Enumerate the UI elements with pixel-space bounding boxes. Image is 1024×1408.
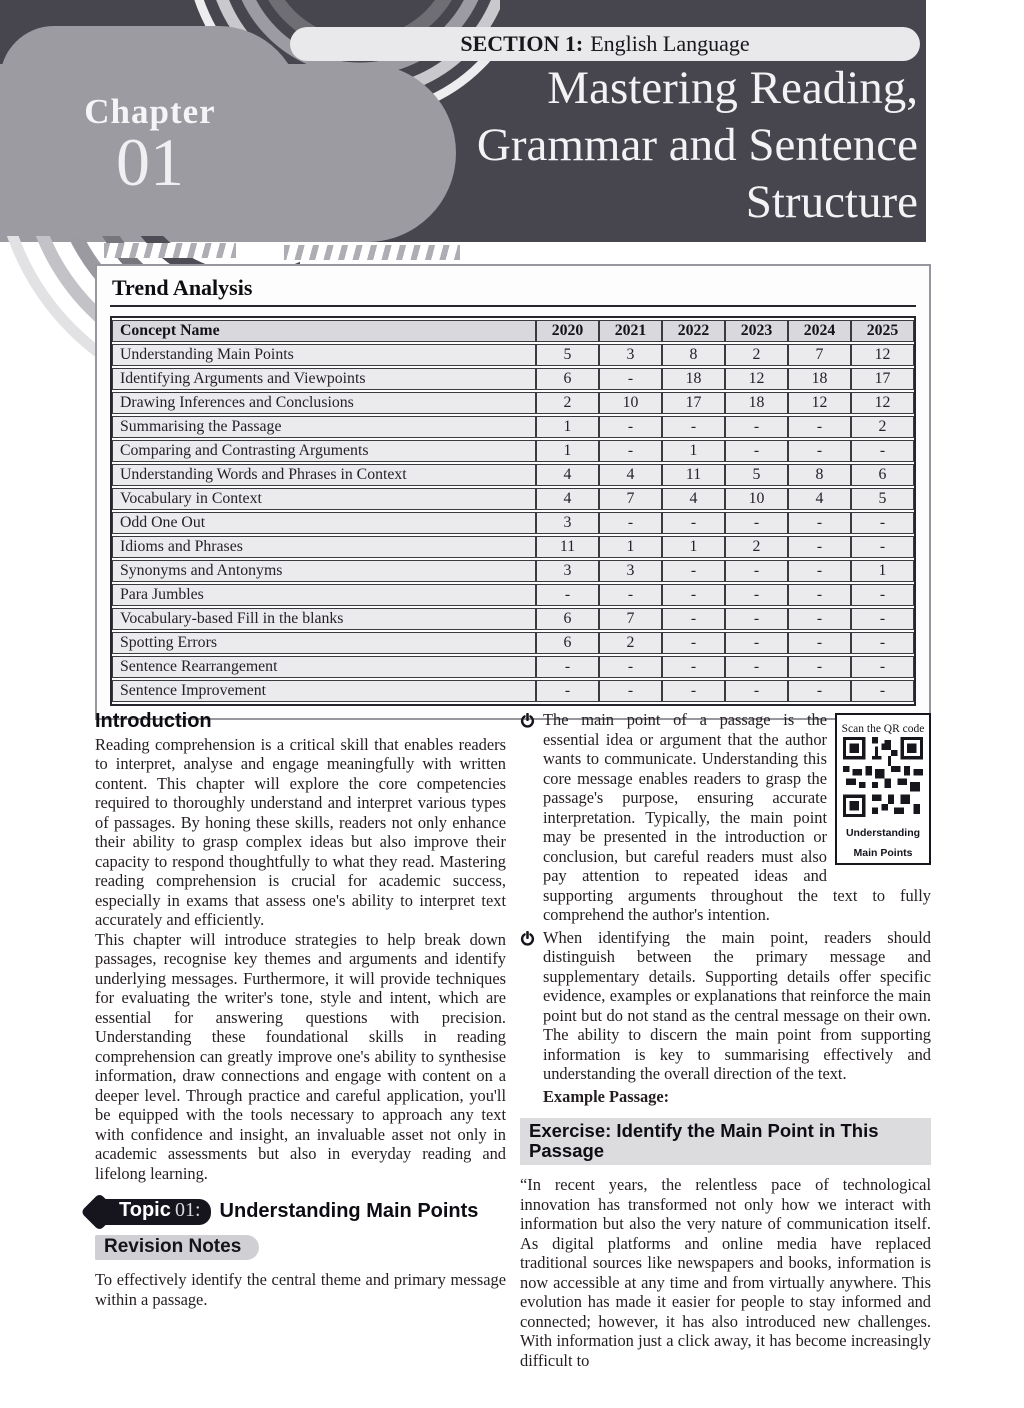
year-value-cell: - bbox=[662, 512, 725, 534]
year-value-cell: 6 bbox=[536, 608, 599, 630]
table-row bbox=[112, 344, 914, 366]
year-value-cell: - bbox=[725, 584, 788, 606]
qr-caption: Understanding Main Points bbox=[845, 827, 921, 859]
topic-title: Understanding Main Points bbox=[219, 1200, 479, 1222]
year-value-cell: - bbox=[788, 584, 851, 606]
year-value-cell: - bbox=[851, 512, 914, 534]
year-value-cell: - bbox=[788, 680, 851, 702]
section-pill bbox=[290, 27, 920, 61]
concept-name-cell: Sentence Rearrangement bbox=[112, 656, 536, 678]
qr-code-image bbox=[841, 737, 925, 817]
concept-name-cell: Para Jumbles bbox=[112, 584, 536, 606]
year-value-cell: - bbox=[788, 560, 851, 582]
title-rule bbox=[110, 305, 916, 307]
concept-name-cell: Identifying Arguments and Viewpoints bbox=[112, 368, 536, 390]
table-column-header: 2021 bbox=[599, 320, 662, 342]
year-value-cell: - bbox=[599, 512, 662, 534]
year-value-cell: 4 bbox=[536, 464, 599, 486]
year-value-cell: 2 bbox=[725, 536, 788, 558]
chapter-title-line: Grammar and Sentence bbox=[476, 119, 918, 171]
year-value-cell: - bbox=[725, 560, 788, 582]
concept-name-cell: Vocabulary-based Fill in the blanks bbox=[112, 608, 536, 630]
table-column-header: Concept Name bbox=[112, 320, 536, 342]
concept-name-cell: Idioms and Phrases bbox=[112, 536, 536, 558]
concept-name-cell: Understanding Words and Phrases in Context bbox=[112, 464, 536, 486]
table-row bbox=[112, 440, 914, 462]
concept-name-cell: Comparing and Contrasting Arguments bbox=[112, 440, 536, 462]
topic-badge-number: 01: bbox=[174, 1199, 201, 1221]
revision-notes-text: To effectively identify the central theme and primary message within a passage. bbox=[95, 1270, 506, 1309]
right-column bbox=[520, 710, 931, 1370]
list-item bbox=[520, 928, 931, 1084]
year-value-cell: - bbox=[599, 584, 662, 606]
table-row bbox=[112, 368, 914, 390]
section-label-bold: SECTION 1: bbox=[460, 31, 584, 56]
concept-name-cell: Vocabulary in Context bbox=[112, 488, 536, 510]
year-value-cell: 6 bbox=[536, 632, 599, 654]
table-column-header: 2023 bbox=[725, 320, 788, 342]
year-value-cell: - bbox=[851, 536, 914, 558]
year-value-cell: 18 bbox=[725, 392, 788, 414]
year-value-cell: 18 bbox=[662, 368, 725, 390]
year-value-cell: 1 bbox=[536, 416, 599, 438]
year-value-cell: - bbox=[788, 632, 851, 654]
year-value-cell: - bbox=[536, 680, 599, 702]
year-value-cell: 5 bbox=[536, 344, 599, 366]
year-value-cell: 18 bbox=[788, 368, 851, 390]
year-value-cell: - bbox=[662, 416, 725, 438]
table-column-header: 2020 bbox=[536, 320, 599, 342]
year-value-cell: - bbox=[851, 608, 914, 630]
year-value-cell: - bbox=[788, 440, 851, 462]
year-value-cell: - bbox=[788, 656, 851, 678]
year-value-cell: 3 bbox=[536, 560, 599, 582]
table-row bbox=[112, 416, 914, 438]
diamond-icon bbox=[80, 1193, 118, 1231]
year-value-cell: - bbox=[725, 680, 788, 702]
year-value-cell: - bbox=[536, 656, 599, 678]
year-value-cell: 2 bbox=[851, 416, 914, 438]
table-header-row bbox=[112, 320, 914, 342]
year-value-cell: - bbox=[725, 512, 788, 534]
year-value-cell: 7 bbox=[599, 488, 662, 510]
year-value-cell: - bbox=[725, 608, 788, 630]
year-value-cell: 3 bbox=[536, 512, 599, 534]
list-item bbox=[520, 710, 931, 925]
left-column bbox=[95, 712, 506, 1309]
chapter-banner bbox=[0, 0, 926, 242]
table-column-header: 2024 bbox=[788, 320, 851, 342]
year-value-cell: - bbox=[662, 560, 725, 582]
stripe-decoration bbox=[284, 245, 460, 260]
year-value-cell: 5 bbox=[725, 464, 788, 486]
qr-title: Scan the QR code bbox=[841, 723, 925, 735]
year-value-cell: 5 bbox=[851, 488, 914, 510]
year-value-cell: 1 bbox=[662, 536, 725, 558]
year-value-cell: 12 bbox=[851, 392, 914, 414]
exercise-heading: Exercise: Identify the Main Point in This Passage bbox=[520, 1118, 931, 1165]
section-label: English Language bbox=[590, 31, 750, 56]
year-value-cell: 4 bbox=[599, 464, 662, 486]
introduction-paragraph-1: Reading comprehension is a critical skill that enables readers to interpret, analyse and engage meaningfully with written content. This chapter will explore the core competencies required to thoroughly understand and interpret various types of passages. By honing these skills, readers not only enhance their ability to grasp complex ideas but also improve their capacity to respond thoughtfully to what they read. Mastering reading comprehension is crucial for academic success, especially in exams that assess one's ability to interpret text accurately and efficiently. bbox=[95, 734, 506, 929]
chapter-label: Chapter bbox=[84, 92, 216, 131]
year-value-cell: 6 bbox=[536, 368, 599, 390]
example-passage-label: Example Passage: bbox=[543, 1086, 670, 1106]
year-value-cell: 4 bbox=[662, 488, 725, 510]
year-value-cell: 2 bbox=[536, 392, 599, 414]
year-value-cell: 7 bbox=[788, 344, 851, 366]
year-value-cell: - bbox=[725, 416, 788, 438]
year-value-cell: - bbox=[788, 608, 851, 630]
year-value-cell: - bbox=[788, 416, 851, 438]
table-column-header: 2022 bbox=[662, 320, 725, 342]
table-row bbox=[112, 584, 914, 606]
year-value-cell: 12 bbox=[725, 368, 788, 390]
year-value-cell: 10 bbox=[599, 392, 662, 414]
table-column-header: 2025 bbox=[851, 320, 914, 342]
year-value-cell: - bbox=[662, 632, 725, 654]
year-value-cell: 1 bbox=[662, 440, 725, 462]
year-value-cell: 1 bbox=[599, 536, 662, 558]
topic-badge bbox=[95, 1199, 211, 1225]
bullet-text bbox=[543, 710, 931, 925]
concept-name-cell: Summarising the Passage bbox=[112, 416, 536, 438]
table-row bbox=[112, 392, 914, 414]
table-row bbox=[112, 656, 914, 678]
year-value-cell: - bbox=[662, 680, 725, 702]
table-row bbox=[112, 536, 914, 558]
year-value-cell: - bbox=[599, 416, 662, 438]
concept-name-cell: Spotting Errors bbox=[112, 632, 536, 654]
year-value-cell: 1 bbox=[536, 440, 599, 462]
topic-heading bbox=[95, 1199, 506, 1225]
year-value-cell: - bbox=[536, 584, 599, 606]
table-row bbox=[112, 608, 914, 630]
concept-name-cell: Odd One Out bbox=[112, 512, 536, 534]
table-row bbox=[112, 512, 914, 534]
year-value-cell: - bbox=[662, 608, 725, 630]
year-value-cell: 17 bbox=[851, 368, 914, 390]
trend-analysis-table bbox=[110, 316, 916, 706]
revision-notes-badge: Revision Notes bbox=[95, 1235, 259, 1261]
trend-analysis-title: Trend Analysis bbox=[112, 275, 253, 300]
year-value-cell: - bbox=[662, 584, 725, 606]
year-value-cell: - bbox=[851, 584, 914, 606]
year-value-cell: 8 bbox=[662, 344, 725, 366]
year-value-cell: - bbox=[662, 656, 725, 678]
year-value-cell: 17 bbox=[662, 392, 725, 414]
year-value-cell: - bbox=[599, 440, 662, 462]
year-value-cell: 12 bbox=[851, 344, 914, 366]
bullet-1-text: The main point of a passage is the essential idea or argument that the author wants to communicate. Understanding this core message enables readers to grasp the passage's purpose, ensuring accurate interpretation. Typically, the main point may be presented in the introduction or conclusion, but careful readers must also pay attention to repeated ideas and supporting arguments throughout the text to fully comprehend the author's intention. bbox=[543, 710, 931, 924]
stripe-decoration bbox=[104, 243, 236, 258]
year-value-cell: - bbox=[725, 632, 788, 654]
introduction-paragraph-2: This chapter will introduce strategies to help break down passages, recognise key themes and arguments and identify underlying messages. Furthermore, it will provide techniques for evaluating the writer's tone, style and intent, which are essential for answering questions with precision. Understanding these foundational skills in reading comprehension can greatly improve one's ability to synthesise information, draw connections and engage with content on a deeper level. Through practice and careful application, you'll be equipped with the tools necessary to approach any text with confidence and insight, an invaluable asset not only in academic assessments but also in everyday reading and lifelong learning. bbox=[95, 929, 506, 1183]
year-value-cell: 4 bbox=[536, 488, 599, 510]
year-value-cell: - bbox=[851, 656, 914, 678]
year-value-cell: - bbox=[599, 368, 662, 390]
chapter-title-line: Mastering Reading, bbox=[547, 62, 918, 114]
year-value-cell: 4 bbox=[788, 488, 851, 510]
year-value-cell: 3 bbox=[599, 344, 662, 366]
power-bullet-icon bbox=[520, 710, 536, 925]
year-value-cell: 8 bbox=[788, 464, 851, 486]
year-value-cell: 12 bbox=[788, 392, 851, 414]
year-value-cell: - bbox=[599, 680, 662, 702]
trend-analysis-panel bbox=[95, 264, 931, 720]
trend-table-body bbox=[112, 344, 914, 702]
qr-panel bbox=[835, 713, 931, 865]
chapter-title-line: Structure bbox=[745, 176, 918, 228]
table-row bbox=[112, 632, 914, 654]
chapter-title bbox=[298, 60, 918, 231]
year-value-cell: 1 bbox=[851, 560, 914, 582]
year-value-cell: - bbox=[788, 512, 851, 534]
year-value-cell: - bbox=[725, 656, 788, 678]
year-value-cell: 3 bbox=[599, 560, 662, 582]
year-value-cell: 11 bbox=[662, 464, 725, 486]
topic-badge-word: Topic bbox=[119, 1199, 171, 1221]
year-value-cell: - bbox=[851, 680, 914, 702]
table-row bbox=[112, 488, 914, 510]
year-value-cell: 11 bbox=[536, 536, 599, 558]
introduction-heading: Introduction bbox=[95, 710, 212, 732]
power-bullet-icon bbox=[520, 928, 536, 1084]
table-row bbox=[112, 464, 914, 486]
year-value-cell: - bbox=[851, 440, 914, 462]
concept-name-cell: Synonyms and Antonyms bbox=[112, 560, 536, 582]
year-value-cell: - bbox=[851, 632, 914, 654]
year-value-cell: 6 bbox=[851, 464, 914, 486]
concept-name-cell: Drawing Inferences and Conclusions bbox=[112, 392, 536, 414]
year-value-cell: 7 bbox=[599, 608, 662, 630]
table-row bbox=[112, 680, 914, 702]
year-value-cell: 2 bbox=[599, 632, 662, 654]
bullet-2-text: When identifying the main point, readers should distinguish between the primary message and supplementary details. Supporting details offer specific evidence, examples or explanations that reinforce the main point but do not stand as the central message on their own. The ability to discern the main point from supporting information is key to summarising effectively and understanding the overall direction of the text. bbox=[543, 927, 931, 1083]
concept-name-cell: Understanding Main Points bbox=[112, 344, 536, 366]
year-value-cell: - bbox=[788, 536, 851, 558]
year-value-cell: 10 bbox=[725, 488, 788, 510]
exercise-passage: “In recent years, the relentless pace of technological innovation has transformed not only how we interact with information but also the very nature of communication itself. As digital platforms and online media have replaced traditional sources like newspapers and books, information is now accessible at any time and from virtually anywhere. This evolution has made it easier for people to stay informed and connected; however, it has also introduced new challenges. With information just a click away, it has become increasingly difficult to bbox=[520, 1175, 931, 1370]
table-row bbox=[112, 560, 914, 582]
year-value-cell: - bbox=[725, 440, 788, 462]
concept-name-cell: Sentence Improvement bbox=[112, 680, 536, 702]
chapter-number: 01 bbox=[116, 124, 184, 200]
year-value-cell: - bbox=[599, 656, 662, 678]
year-value-cell: 2 bbox=[725, 344, 788, 366]
